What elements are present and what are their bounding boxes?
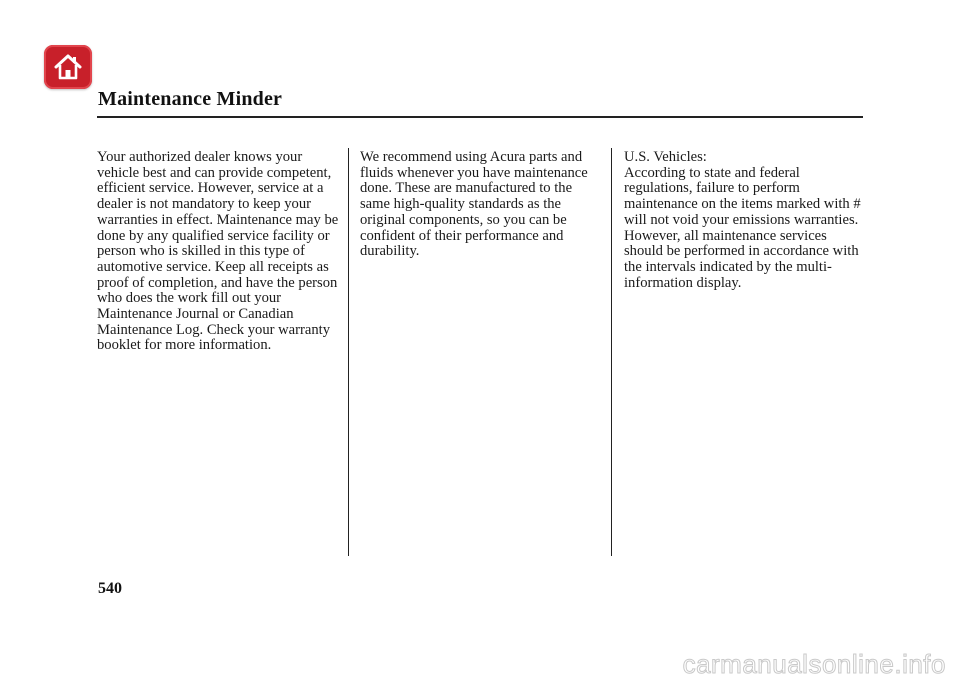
column-divider-2 — [611, 148, 612, 556]
text-column-1 — [97, 150, 342, 354]
us-vehicles-paragraph: According to state and federal regulations, failure to perform maintenance on the items marked with # will not void your emissions warranties. However, all maintenance services should be performed in accordance with the intervals indicated by the multi-information display. — [624, 164, 861, 291]
page-number: 540 — [98, 580, 122, 597]
parts-recommendation-paragraph: We recommend using Acura parts and fluids whenever you have maintenance done. These are manufactured to the same high-quality standards as the original components, so you can be confident of their performance and durability. — [360, 149, 588, 260]
section-title: Maintenance Minder — [98, 88, 283, 110]
text-column-2 — [360, 150, 605, 260]
watermark: carmanualsonline.info — [682, 649, 946, 679]
home-button[interactable] — [44, 45, 92, 89]
text-column-3 — [624, 150, 864, 291]
column-divider-1 — [348, 148, 349, 556]
dealer-service-paragraph: Your authorized dealer knows your vehicle best and can provide competent, efficient service. However, service at a dealer is not mandatory to keep your warranties in effect. Maintenance may be done by any qualified service facility or person who is skilled in this type of automotive service. Keep all receipts as proof of completion, and have the person who does the work fill out your Maintenance Journal or Canadian Maintenance Log. Check your warranty booklet for more information. — [97, 149, 339, 354]
title-divider — [97, 116, 863, 118]
us-vehicles-heading: U.S. Vehicles: — [624, 149, 707, 165]
home-icon — [53, 53, 83, 81]
